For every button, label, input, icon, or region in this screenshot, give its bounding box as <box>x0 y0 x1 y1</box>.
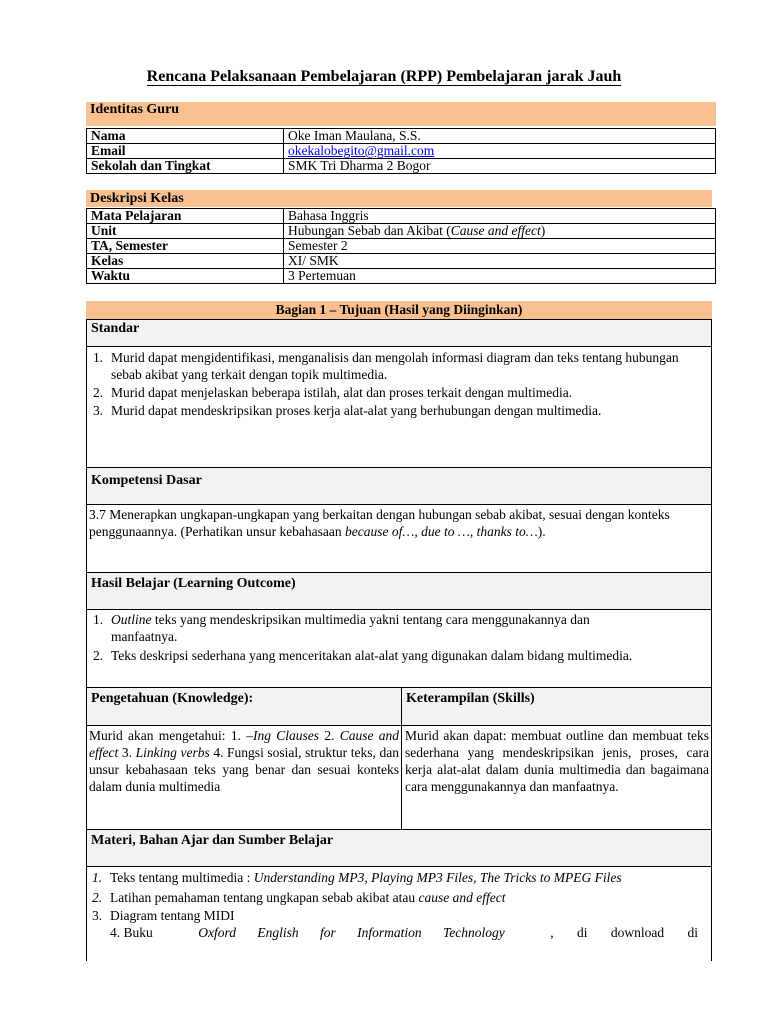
pengetahuan-title: Pengetahuan (Knowledge): <box>86 687 402 726</box>
hasil-list <box>89 611 651 664</box>
identitas-header: Identitas Guru <box>86 102 716 126</box>
bagian1-header: Bagian 1 – Tujuan (Hasil yang Diinginkan) <box>86 301 712 319</box>
list-item: 2. Murid dapat menjelaskan beberapa istilah, alat dan proses terkait dengan multimedia. <box>93 385 573 400</box>
materi-right-border <box>711 867 712 961</box>
materi-list <box>88 869 698 924</box>
kompetensi-content: 3.7 Menerapkan ungkapan-ungkapan yang berkaitan dengan hubungan sebab akibat, sesuai dengan konteks penggunaannya. (Perhatikan unsur kebahasaan because of…, due to …, thanks to…). <box>86 504 712 573</box>
list-item: 2. Latihan pemahaman tentang ungkapan sebab akibat atau cause and effect <box>92 890 506 905</box>
keterampilan-title: Keterampilan (Skills) <box>401 687 712 726</box>
hasil-content <box>86 609 712 688</box>
row-value: Oke Iman Maulana, S.S. <box>284 129 716 144</box>
table-row <box>87 269 716 284</box>
deskripsi-table <box>86 208 716 284</box>
materi-left-border <box>86 867 87 961</box>
row-label: Waktu <box>87 269 284 284</box>
row-label: TA, Semester <box>87 239 284 254</box>
list-item: 1. Teks tentang multimedia : Understanding MP3, Playing MP3 Files, The Tricks to MPEG Files <box>92 870 622 885</box>
table-row <box>87 224 716 239</box>
kompetensi-title: Kompetensi Dasar <box>86 467 712 505</box>
row-value: Bahasa Inggris <box>284 209 716 224</box>
materi-item-4: 4. Buku Oxford English for Information Technology , di download di <box>110 925 698 940</box>
row-value: Hubungan Sebab dan Akibat (Cause and effect) <box>284 224 716 239</box>
list-item: 2. Teks deskripsi sederhana yang menceritakan alat-alat yang digunakan dalam bidang multimedia. <box>93 648 633 663</box>
list-item: 1. Murid dapat mengidentifikasi, menganalisis dan mengolah informasi diagram dan teks tentang hubungan sebab akibat yang terkait dengan topik multimedia. <box>93 350 679 382</box>
materi-content <box>86 867 712 967</box>
row-label: Sekolah dan Tingkat <box>87 159 284 174</box>
table-row <box>87 129 716 144</box>
identitas-table <box>86 128 716 174</box>
standar-title: Standar <box>86 319 712 347</box>
table-row <box>87 209 716 224</box>
list-item: 3. Diagram tentang MIDI <box>92 908 235 923</box>
table-row <box>87 159 716 174</box>
keterampilan-content: Murid akan dapat: membuat outline dan membuat teks sederhana yang mendeskripsikan jenis, proses, cara kerja alat-alat dalam dunia multimedia dan bagaimana cara menggunakannya dan manfaatnya. <box>401 725 712 830</box>
row-value: Semester 2 <box>284 239 716 254</box>
row-value: XI/ SMK <box>284 254 716 269</box>
table-row <box>87 254 716 269</box>
materi-title: Materi, Bahan Ajar dan Sumber Belajar <box>86 829 712 867</box>
email-link[interactable]: okekalobegito@gmail.com <box>288 143 435 158</box>
row-value: SMK Tri Dharma 2 Bogor <box>284 159 716 174</box>
row-value: 3 Pertemuan <box>284 269 716 284</box>
row-label: Nama <box>87 129 284 144</box>
list-item: 3. Murid dapat mendeskripsikan proses kerja alat-alat yang berhubungan dengan multimedia. <box>93 403 602 418</box>
table-row <box>87 144 716 159</box>
row-label: Kelas <box>87 254 284 269</box>
hasil-title: Hasil Belajar (Learning Outcome) <box>86 572 712 610</box>
row-label: Unit <box>87 224 284 239</box>
table-row <box>87 239 716 254</box>
standar-content <box>86 346 712 468</box>
pengetahuan-content: Murid akan mengetahui: 1. –Ing Clauses 2. Cause and effect 3. Linking verbs 4. Fungsi sosial, struktur teks, dan unsur kebahasaan teks yang benar dan sesuai konteks dalam dunia multimedia <box>86 725 402 830</box>
standar-list <box>89 349 703 419</box>
list-item: 1. Outline teks yang mendeskripsikan multimedia yakni tentang cara menggunakannya dan manfaatnya. <box>93 612 590 644</box>
row-value <box>284 144 716 159</box>
document-title: Rencana Pelaksanaan Pembelajaran (RPP) Pembelajaran jarak Jauh <box>146 68 622 85</box>
deskripsi-header: Deskripsi Kelas <box>86 190 712 207</box>
row-label: Mata Pelajaran <box>87 209 284 224</box>
row-label: Email <box>87 144 284 159</box>
